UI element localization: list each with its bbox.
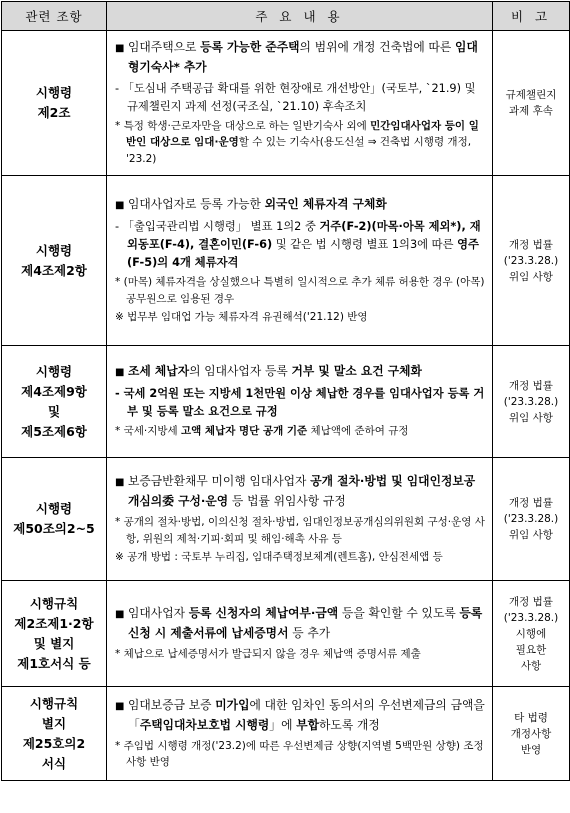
sub-point: - 국세 2억원 또는 지방세 1천만원 이상 체납한 경우를 임대사업자 등록 거부 및 등록 말소 요건으로 규정 [115, 387, 485, 419]
square-bullet-icon: ■ [115, 42, 125, 54]
header-article: 관련 조항 [2, 2, 107, 31]
sub-point: - 「출입국관리법 시행령」 별표 1의2 중 거주(F-2)(마목·아목 제외*), 재외동포(F-4), 결혼이민(F-6) 및 같은 법 시행령 별표 1의3에 따른 영주(F-5)의 4개 체류자격 [115, 220, 481, 270]
main-point: ■ 임대사업자로 등록 가능한 외국인 체류자격 구체화 [115, 195, 486, 215]
main-point: ■ 조세 체납자의 임대사업자 등록 거부 및 말소 요건 구체화 [115, 362, 486, 382]
content-cell [107, 176, 493, 346]
remark-cell: 개정 법률 ('23.3.28.) 시행에 필요한 사항 [493, 581, 570, 687]
main-point: ■ 보증금반환채무 미이행 임대사업자 공개 절차·방법 및 임대인정보공개심의委 구성·운영 등 법률 위임사항 규정 [115, 474, 476, 509]
square-bullet-icon: ■ [115, 367, 125, 379]
remark-cell: 개정 법률 ('23.3.28.) 위임 사항 [493, 458, 570, 581]
article-cell: 시행규칙 별지 제25호의2 서식 [2, 687, 107, 781]
remark-cell: 개정 법률 ('23.3.28.) 위임 사항 [493, 176, 570, 346]
amendment-table [1, 1, 570, 781]
square-bullet-icon: ■ [115, 200, 125, 212]
footnote: * (마목) 체류자격을 상실했으나 특별히 일시적으로 추가 체류 허용한 경우 (아목) 공무원으로 임용된 경우 [115, 276, 485, 305]
table-row [2, 346, 570, 458]
sub-point: - 「도심내 주택공급 확대를 위한 현장애로 개선방안」(국토부, `21.9) 및 규제챌린지 과제 선정(국조실, `21.10) 후속조치 [115, 81, 476, 113]
footnote: * 국세·지방세 고액 체납자 명단 공개 기준 체납액에 준하여 규정 [115, 425, 409, 438]
table-row [2, 458, 570, 581]
remark-cell: 타 법령 개정사항 반영 [493, 687, 570, 781]
table-row [2, 176, 570, 346]
remark-cell: 규제챌린지 과제 후속 [493, 31, 570, 176]
table-row [2, 31, 570, 176]
header-remark: 비 고 [493, 2, 570, 31]
square-bullet-icon: ■ [115, 700, 125, 712]
footnote: * 체납으로 납세증명서가 발급되지 않을 경우 체납액 증명서류 제출 [115, 647, 421, 660]
article-cell: 시행령 제50조의2~5 [2, 458, 107, 581]
article-cell: 시행령 제2조 [2, 31, 107, 176]
main-point: ■ 임대주택으로 등록 가능한 준주택의 범위에 개정 건축법에 따른 임대형기숙사* 추가 [115, 39, 478, 74]
remark-cell: 개정 법률 ('23.3.28.) 위임 사항 [493, 346, 570, 458]
content-cell [107, 581, 493, 687]
table-row [2, 687, 570, 781]
reference-note: ※ 공개 방법 : 국토부 누리집, 임대주택정보체계(렌트홈), 안심전세앱 등 [115, 551, 443, 564]
content-cell [107, 346, 493, 458]
footnote: * 주임법 시행령 개정('23.2)에 따른 우선변제금 상향(지역별 5백만원 상향) 조정사항 반영 [115, 739, 484, 768]
main-point: ■ 임대사업자 등록 신청자의 체납여부·금액 등을 확인할 수 있도록 등록 신청 시 제출서류에 납세증명서 등 추가 [115, 605, 483, 640]
content-cell [107, 687, 493, 781]
header-content: 주 요 내 용 [107, 2, 493, 31]
footnote: * 특정 학생·근로자만을 대상으로 하는 일반기숙사 외에 민간임대사업자 등이 일반인 대상으로 임대·운영할 수 있는 기숙사(용도신설 ⇒ 건축법 시행령 개정, '23.2) [115, 119, 479, 165]
main-point: ■ 임대보증금 보증 미가입에 대한 임차인 동의서의 우선변제금의 금액을 「주택임대차보호법 시행령」에 부합하도록 개정 [115, 697, 485, 732]
reference-note: ※ 법무부 임대업 가능 체류자격 유권해석('21.12) 반영 [115, 311, 368, 324]
square-bullet-icon: ■ [115, 608, 125, 620]
table-header-row [2, 2, 570, 31]
table-row [2, 581, 570, 687]
article-cell: 시행령 제4조제2항 [2, 176, 107, 346]
content-cell [107, 31, 493, 176]
square-bullet-icon: ■ [115, 477, 125, 489]
content-cell [107, 458, 493, 581]
article-cell: 시행령 제4조제9항 및 제5조제6항 [2, 346, 107, 458]
footnote: * 공개의 절차·방법, 이의신청 절차·방법, 임대인정보공개심의위원회 구성·운영 사항, 위원의 제척·기피·회피 및 해임·해촉 사유 등 [115, 516, 485, 545]
article-cell: 시행규칙 제2조제1·2항 및 별지 제1호서식 등 [2, 581, 107, 687]
